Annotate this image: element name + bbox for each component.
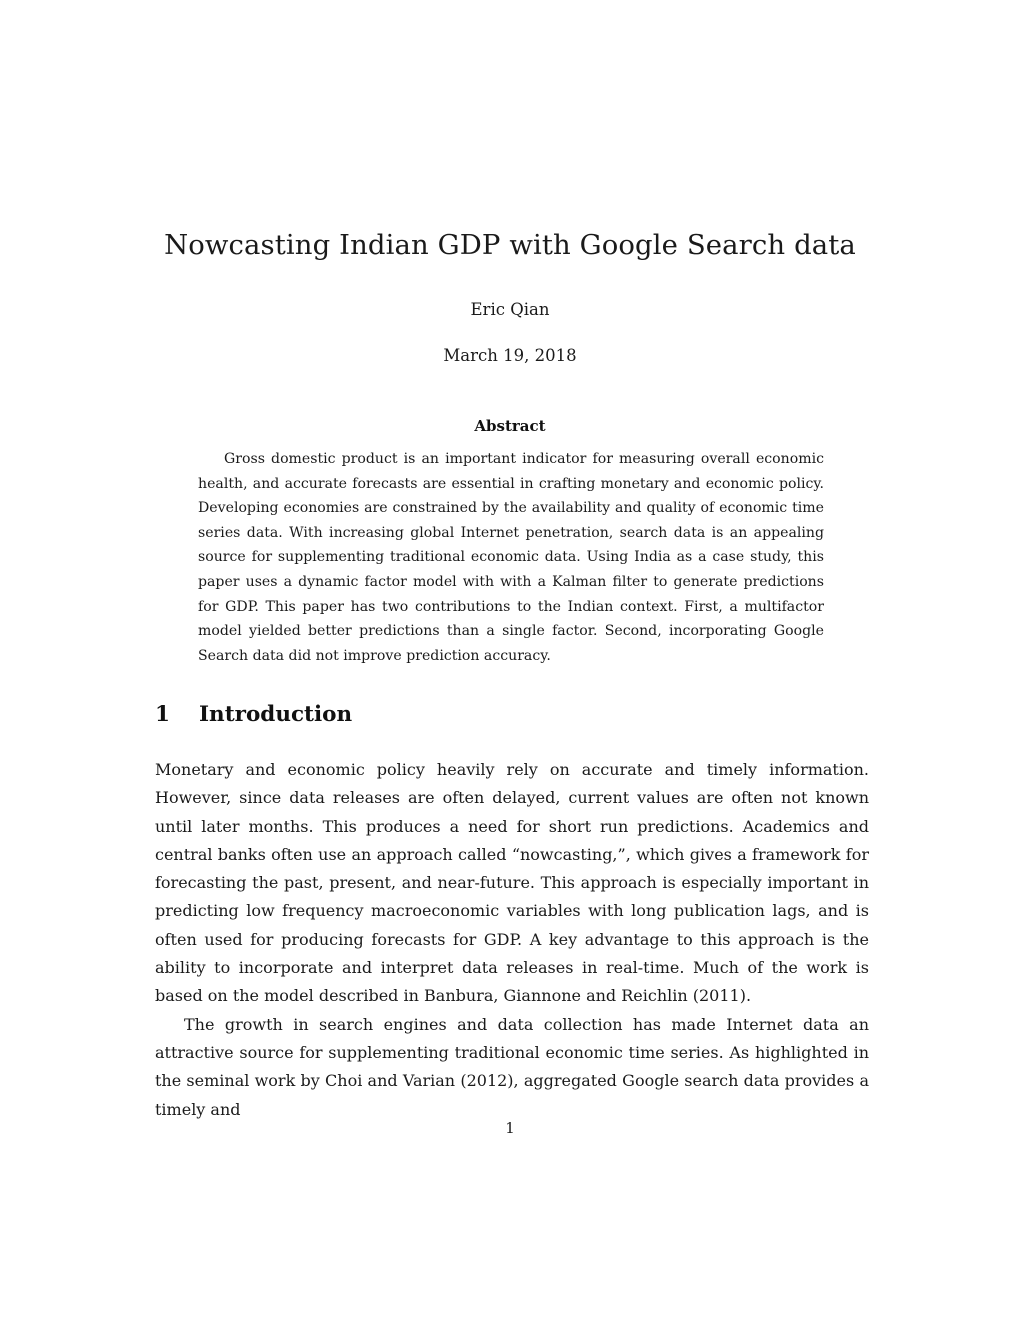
section-title: Introduction	[199, 702, 353, 727]
paragraph: Monetary and economic policy heavily rely on accurate and timely information. However, since data releases are often delayed, current values are often not known until later months. This produces a need for short run predictions. Academics and central banks often use an approach called “nowcasting,”, which gives a framework for forecasting the past, present, and near-future. This approach is especially important in predicting low frequency macroeconomic variables with long publication lags, and is often used for producing forecasts for GDP. A key advantage to this approach is the ability to incorporate and interpret data releases in real-time. Much of the work is based on the model described in Banbura, Giannone and Reichlin (2011).	[155, 760, 869, 1006]
section-heading-introduction	[155, 701, 869, 729]
author-name: Eric Qian	[470, 300, 550, 319]
abstract-heading: Abstract	[474, 417, 546, 435]
abstract-text: Gross domestic product is an important indicator for measuring overall economic health, and accurate forecasts are essential in crafting monetary and economic policy. Developing economies are constrained by the availability and quality of economic time series data. With increasing global Internet penetration, search data is an appealing source for supplementing traditional economic data. Using India as a case study, this paper uses a dynamic factor model with with a Kalman filter to generate predictions for GDP. This paper has two contributions to the Indian context. First, a multifactor model yielded better predictions than a single factor. Second, incorporating Google Search data did not improve prediction accuracy.	[198, 451, 824, 664]
section-number: 1	[155, 702, 170, 727]
paragraph: The growth in search engines and data collection has made Internet data an attractive source for supplementing traditional economic time series. As highlighted in the seminal work by Choi and Varian (2012), aggregated Google search data provides a timely and	[155, 1014, 869, 1119]
publication-date: March 19, 2018	[443, 346, 577, 365]
body-column	[155, 756, 869, 1124]
title-block	[0, 228, 1020, 262]
page-title: Nowcasting Indian GDP with Google Search data	[164, 229, 856, 261]
page-number: 1	[505, 1119, 515, 1137]
